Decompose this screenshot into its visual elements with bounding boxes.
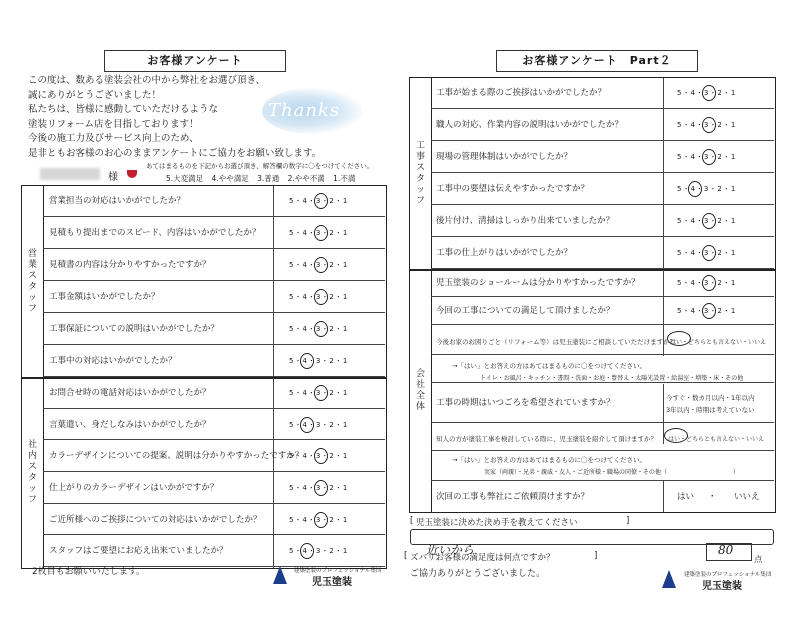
score-prompt-bracket: ] bbox=[594, 551, 598, 561]
question-text: 現場の管理体制はいかがでしたか？ bbox=[436, 152, 573, 162]
answer-circle bbox=[702, 303, 716, 319]
answer-scale: 5・4・3・2・1 bbox=[289, 452, 349, 461]
question-text: 今回の工事についての満足して頂けましたか？ bbox=[436, 306, 615, 316]
question-text: 工事金額はいかがでしたか？ bbox=[49, 292, 160, 302]
answer-scale: 5・4・3・2・1 bbox=[677, 153, 737, 161]
intro-line: 誠にありがとうございました！ bbox=[28, 89, 162, 101]
answer-circle bbox=[314, 289, 328, 305]
decide-answer: 近いから bbox=[426, 543, 475, 557]
score-prompt: ズバリお客様の満足度は何点ですか？ bbox=[410, 553, 555, 563]
right-page-title: お客様アンケート Part２ bbox=[496, 50, 698, 72]
question-text: お問合せ時の電話対応はいかがでしたか？ bbox=[49, 387, 211, 398]
question-text: 工事保証についての説明はいかがでしたか？ bbox=[49, 324, 219, 334]
question-text: 後片付け、清掃はしっかり出来ていましたか？ bbox=[436, 216, 615, 226]
section-label: 工事スタッフ bbox=[410, 78, 432, 270]
answer-circle bbox=[702, 117, 716, 133]
section-label: 営業スタッフ bbox=[22, 186, 44, 378]
answer-yes: はい bbox=[677, 492, 695, 502]
decide-prompt: 児玉塗装に決めた決め手を教えてください bbox=[416, 518, 578, 528]
answer-scale: 5・4・3・2・1 bbox=[289, 357, 349, 365]
answer-scale: 5・4・3・2・1 bbox=[677, 89, 737, 97]
answer-scale: 5・4・3・2・1 bbox=[677, 249, 737, 257]
question-text: 工事中の要望は伝えやすかったですか？ bbox=[436, 184, 590, 194]
answer-scale: 5・4・3・2・1 bbox=[289, 420, 349, 429]
answer-scale: 5・4・3・2・1 bbox=[677, 121, 737, 129]
score-prompt-bracket: [ bbox=[404, 551, 408, 561]
answer-scale: 5・4・3・2・1 bbox=[677, 217, 737, 225]
company-logo-icon bbox=[273, 566, 287, 584]
question-text: 児玉塗装のショールームは分かりやすかったですか？ bbox=[436, 278, 640, 288]
answer-circle bbox=[702, 245, 716, 261]
company-tagline: 建築塗装のプロフェッショナル集団 bbox=[684, 572, 772, 578]
answer-circle bbox=[314, 257, 328, 273]
answer-circle bbox=[702, 149, 716, 165]
decide-prompt-bracket: ] bbox=[626, 516, 630, 526]
question-text: 今後お家のお困りごと（リフォーム等）は児玉塗装にご相談していただけますか？ bbox=[436, 338, 677, 346]
question-text: 工事の時期はいつごろを希望されていますか？ bbox=[436, 398, 615, 408]
timing-options: 今すぐ・数カ月以内・1年以内 bbox=[666, 394, 755, 402]
answer-no: いいえ bbox=[734, 492, 760, 502]
answer-options: はい・どちらとも言えない・いいえ bbox=[668, 436, 765, 443]
company-name: 児玉塗装 bbox=[702, 581, 742, 592]
answer-circle bbox=[702, 275, 716, 291]
company-logo-icon bbox=[662, 570, 676, 588]
intro-line: 私たちは、皆様に感動していただけるような bbox=[28, 104, 219, 115]
question-text: カラーデザインについての提案、説明は分かりやすかったですか？ bbox=[49, 451, 304, 462]
followup-options: 実家（両親）・兄弟・親戚・友人・ご近所様・職場の同僚・その他（ ） bbox=[484, 469, 740, 476]
cup-icon bbox=[127, 170, 137, 178]
question-text: 次回の工事も弊社にご依頼頂けますか？ bbox=[436, 492, 590, 502]
decide-prompt-bracket: [ bbox=[410, 516, 414, 526]
question-text: 言葉遣い、身だしなみはいかがでしたか？ bbox=[49, 419, 211, 430]
scale-instruction: あてはまるものを下記からお選び頂き、解答欄の数字に〇をつけてください。 bbox=[146, 162, 374, 170]
score-unit: 点 bbox=[754, 555, 763, 565]
question-text: 仕上がりのカラーデザインはいかがですか？ bbox=[49, 482, 219, 493]
answer-scale: 5・4・3・2・1 bbox=[289, 483, 349, 492]
answer-circle bbox=[314, 321, 328, 337]
question-text: スタッフはご要望にお応え出来ていましたか？ bbox=[49, 546, 228, 557]
answer-scale: 5・4・3・2・1 bbox=[289, 261, 349, 269]
followup-options: トイレ・お風呂・キッチン・書間・洗面・お庭・豊替え・太陽光設置・給湯室・増築・床・その他 bbox=[480, 375, 744, 382]
right-footer-note: ご協力ありがとうございました。 bbox=[410, 569, 546, 579]
answer-circle bbox=[300, 417, 314, 433]
followup-note: →「はい」とお答えの方はあてはまるものに〇をつけてください。 bbox=[452, 362, 646, 370]
scale-legend: 5.大変満足 4.やや満足 3.普通 2.やや不満 1.不満 bbox=[166, 174, 356, 183]
section-label: 社内スタッフ bbox=[22, 378, 44, 568]
score-value: 80 bbox=[718, 543, 734, 557]
answer-scale: 5・4・3・2・1 bbox=[289, 515, 349, 524]
intro-line: 今後の施工力及びサービス向上のため、 bbox=[28, 133, 199, 144]
question-text: 工事が始まる際のご挨拶はいかがでしたか？ bbox=[436, 88, 607, 98]
answer-scale: 5・4・3・2・1 bbox=[289, 197, 349, 205]
timing-options: 3年以内・時期は考えていない bbox=[666, 406, 755, 414]
answer-scale: 5・4・3・2・1 bbox=[677, 279, 737, 287]
customer-suffix: 様 bbox=[108, 172, 118, 183]
answer-circle bbox=[688, 181, 702, 197]
question-text: 職人の対応、作業内容の説明はいかがでしたか？ bbox=[436, 120, 624, 130]
answer-scale: 5・4・3・2・1 bbox=[289, 388, 349, 397]
answer-circle bbox=[314, 512, 328, 528]
answer-circle bbox=[314, 385, 328, 401]
answer-scale: 5・4・3・2・1 bbox=[289, 293, 349, 301]
answer-circle bbox=[702, 85, 716, 101]
answer-separator: ・ bbox=[708, 492, 717, 502]
answer-circle bbox=[702, 213, 716, 229]
thanks-text: Thanks bbox=[268, 100, 341, 121]
answer-circle bbox=[300, 353, 314, 369]
question-text: 知人の方が塗装工事を検討している際に、児玉塗装を紹介して頂けますか？ bbox=[436, 435, 657, 443]
intro-line: 是非ともお客様のお心のままアンケートにご協力をお願い致します。 bbox=[28, 147, 322, 159]
question-text: 見積もり提出までのスピード、内容はいかがでしたか？ bbox=[49, 228, 261, 238]
left-footer-note: 2枚目もお願いいたします。 bbox=[32, 567, 146, 577]
question-text: 営業担当の対応はいかがでしたか？ bbox=[49, 196, 186, 206]
company-tagline: 建築塗装のプロフェッショナル集団 bbox=[294, 568, 382, 574]
question-text: 工事の仕上がりはいかがでしたか？ bbox=[436, 248, 573, 258]
answer-divider bbox=[663, 481, 664, 512]
answer-scale: 5・4・3・2・1 bbox=[677, 307, 737, 315]
customer-name-redacted bbox=[40, 168, 100, 180]
answer-scale: 5・4・3・2・1 bbox=[289, 229, 349, 237]
section-label: 会社全体 bbox=[410, 270, 432, 512]
question-text: ご近所様へのご挨拶についての対応はいかがでしたか？ bbox=[49, 514, 262, 525]
intro-line: 塗装リフォーム店を目指しております！ bbox=[28, 118, 199, 130]
question-text: 工事中の対応はいかがでしたか？ bbox=[49, 356, 177, 366]
answer-circle bbox=[667, 331, 691, 346]
answer-scale: 5・4・3・2・1 bbox=[289, 547, 349, 556]
company-name: 児玉塗装 bbox=[312, 577, 352, 588]
answer-circle bbox=[314, 225, 328, 241]
intro-text bbox=[28, 74, 388, 161]
answer-scale: 5・4・3・2・1 bbox=[289, 325, 349, 333]
answer-scale: 5・4・3・2・1 bbox=[677, 185, 737, 193]
followup-note: →「はい」とお答えの方はあてはまるものに〇をつけてください。 bbox=[452, 456, 646, 464]
answer-circle bbox=[314, 480, 328, 496]
intro-line: この度は、数ある塗装会社の中から弊社をお選び頂き、 bbox=[28, 75, 266, 86]
answer-circle bbox=[664, 428, 688, 443]
answer-options: はい・どちらとも言えない・いいえ bbox=[670, 339, 767, 346]
question-text: 見積書の内容は分かりやすかったですか？ bbox=[49, 260, 211, 270]
answer-circle bbox=[314, 193, 328, 209]
left-page-title: お客様アンケート bbox=[104, 50, 286, 72]
